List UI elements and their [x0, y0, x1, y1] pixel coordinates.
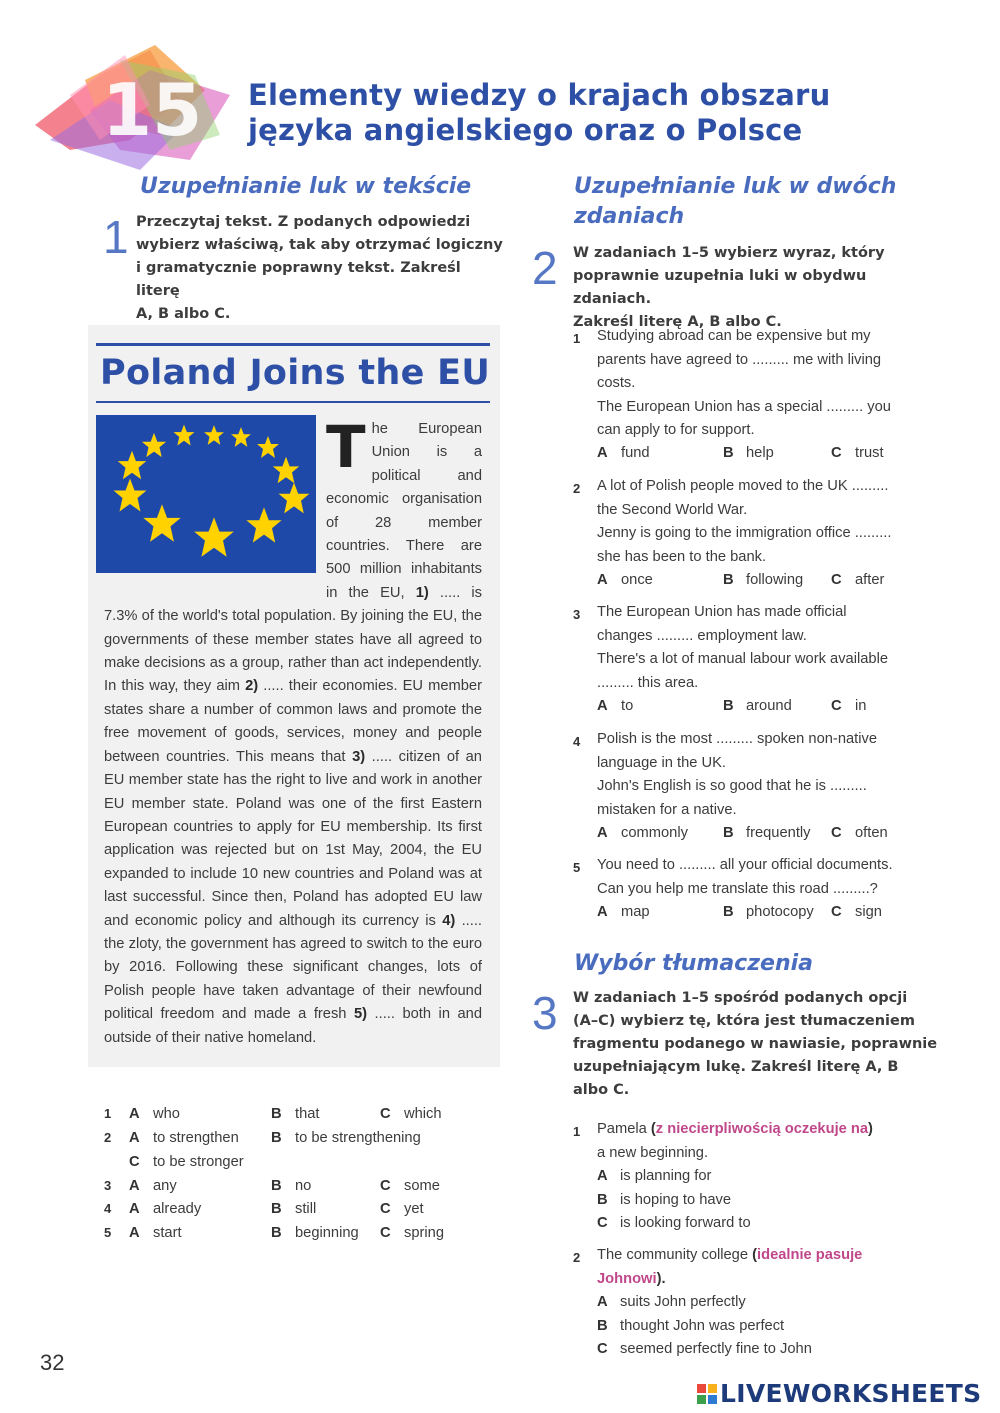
- instruction-line: poprawnie uzupełnia luki w obydwu zdaniach.: [573, 268, 867, 307]
- watermark-text: LIVEWORKSHEETS: [720, 1379, 982, 1408]
- option-b-text[interactable]: to be strengthening: [295, 1130, 421, 1146]
- option-c-text[interactable]: after: [855, 572, 885, 588]
- gap-4-marker: 4): [442, 912, 456, 929]
- option-letter-b[interactable]: B: [723, 572, 734, 588]
- polish-fragment: Johnowi: [597, 1270, 657, 1287]
- item-line: ......... this area.: [597, 674, 699, 691]
- instruction-line: W zadaniach 1–5 spośród podanych opcji: [573, 990, 908, 1006]
- instruction-line: W zadaniach 1–5 wybierz wyraz, który: [573, 245, 885, 261]
- item-line: language in the UK.: [597, 754, 727, 771]
- option-b-text[interactable]: that: [295, 1106, 320, 1122]
- item-line: John's English is so good that he is .........: [597, 778, 867, 794]
- task3-instruction: [573, 987, 953, 1102]
- task1-instruction: [136, 211, 506, 326]
- option-a-text[interactable]: map: [621, 904, 650, 920]
- item-line: mistaken for a native.: [597, 801, 737, 818]
- option-a-text[interactable]: suits John perfectly: [620, 1294, 746, 1310]
- option-letter-b[interactable]: B: [271, 1130, 282, 1146]
- option-b-text[interactable]: is hoping to have: [620, 1191, 732, 1208]
- polish-fragment: z niecierpliwością oczekuje na: [655, 1121, 869, 1137]
- option-b-text[interactable]: no: [295, 1178, 312, 1194]
- instruction-line: albo C.: [573, 1082, 630, 1098]
- option-c-text[interactable]: in: [855, 698, 867, 714]
- option-b-text[interactable]: following: [746, 572, 804, 588]
- item-line: A lot of Polish people moved to the UK .........: [597, 478, 889, 494]
- item-line: changes ......... employment law.: [597, 627, 807, 644]
- option-letter-c[interactable]: C: [380, 1178, 391, 1194]
- option-letter-c[interactable]: C: [831, 572, 842, 588]
- option-letter-a[interactable]: A: [597, 825, 608, 841]
- chapter-title-line1: Elementy wiedzy o krajach obszaru: [248, 78, 831, 112]
- option-c-text[interactable]: is looking forward to: [620, 1215, 751, 1231]
- option-number: 5: [104, 1225, 112, 1240]
- option-c-text[interactable]: yet: [404, 1201, 424, 1217]
- item-line: she has been to the bank.: [597, 548, 767, 565]
- task2-instruction: [573, 242, 943, 334]
- item-line: Jenny is going to the immigration office .........: [597, 525, 892, 541]
- task1-number: 1: [103, 211, 129, 263]
- option-letter-a[interactable]: A: [597, 698, 608, 714]
- bracket: (: [752, 1247, 758, 1263]
- option-c-text[interactable]: trust: [855, 445, 884, 461]
- drop-cap: T: [326, 413, 366, 481]
- polish-fragment: idealnie pasuje: [757, 1247, 863, 1263]
- liveworksheets-logo-icon: [697, 1381, 717, 1401]
- text-segment: ..... their economies. EU member states share a number of common laws and promote the free movement of goods, services, money and people between countries. This means that: [104, 678, 482, 765]
- option-a-text[interactable]: to: [621, 698, 634, 714]
- item-number: 1: [573, 331, 581, 346]
- item-number: 1: [573, 1124, 581, 1139]
- instruction-line: fragmentu podanego w nawiasie, poprawnie: [573, 1036, 938, 1052]
- option-a-text[interactable]: commonly: [621, 825, 688, 841]
- option-number: 2: [104, 1130, 112, 1145]
- option-c-text[interactable]: some: [404, 1178, 440, 1194]
- task2-items: [573, 325, 953, 925]
- option-letter-c[interactable]: C: [597, 1215, 608, 1231]
- item-number: 5: [573, 860, 581, 875]
- task1-options: [104, 1103, 504, 1253]
- option-a-text[interactable]: fund: [621, 445, 650, 461]
- option-c-text[interactable]: sign: [855, 904, 882, 920]
- option-letter-a[interactable]: A: [597, 904, 608, 920]
- gap-1-marker: 1): [415, 584, 429, 601]
- item-number: 4: [573, 734, 581, 749]
- text-segment: ..... both in and outside of their native homeland.: [104, 1006, 483, 1046]
- option-b-text[interactable]: thought John was perfect: [620, 1317, 785, 1334]
- item-line: parents have agreed to ......... me with living: [597, 351, 882, 368]
- item-line: [597, 1268, 666, 1292]
- option-letter-c[interactable]: C: [380, 1106, 391, 1122]
- bracket: (: [650, 1121, 656, 1137]
- instruction-line: wybierz właściwą, tak aby otrzymać logiczny: [136, 237, 503, 253]
- chapter-title: [248, 78, 888, 148]
- option-letter-a[interactable]: A: [129, 1130, 140, 1146]
- item-text: The community college: [597, 1247, 753, 1263]
- option-b-text[interactable]: frequently: [746, 825, 811, 841]
- item-line: a new beginning.: [597, 1144, 709, 1161]
- option-a-text[interactable]: once: [621, 572, 653, 588]
- item-line: You need to ......... all your official documents.: [597, 857, 893, 873]
- option-number: 3: [104, 1178, 112, 1193]
- option-letter-b[interactable]: B: [271, 1106, 282, 1122]
- option-letter-c[interactable]: C: [380, 1225, 391, 1241]
- task3-section-title: Wybór tłumaczenia: [574, 951, 813, 976]
- item-line: Studying abroad can be expensive but my: [597, 328, 871, 344]
- option-letter-c[interactable]: C: [380, 1201, 391, 1217]
- instruction-line: Zakreśl literę A, B albo C.: [573, 314, 782, 330]
- section-title-line: Uzupełnianie luk w dwóch: [574, 174, 897, 199]
- chapter-logo: [30, 40, 245, 175]
- option-c-text[interactable]: often: [855, 825, 888, 841]
- option-letter-a[interactable]: A: [597, 445, 608, 461]
- option-b-text[interactable]: beginning: [295, 1225, 359, 1241]
- option-letter-b[interactable]: B: [271, 1225, 282, 1241]
- reading-text-body: [104, 413, 483, 1050]
- item-line: Can you help me translate this road .........?: [597, 880, 878, 897]
- option-letter-b[interactable]: B: [271, 1201, 282, 1217]
- option-letter-b[interactable]: B: [271, 1178, 282, 1194]
- instruction-line: Przeczytaj tekst. Z podanych odpowiedzi: [136, 214, 471, 230]
- option-b-text[interactable]: photocopy: [746, 904, 814, 920]
- item-line: [597, 1244, 862, 1268]
- page-number: 32: [40, 1350, 65, 1375]
- option-letter-b[interactable]: B: [723, 825, 734, 841]
- text-segment: he European Union is a political and economic organisation of 28 member countries. There are 500 million inhabitants in the EU,: [326, 421, 482, 601]
- gap-2-marker: 2): [245, 678, 259, 695]
- option-letter-b[interactable]: B: [597, 1317, 608, 1334]
- option-letter-a[interactable]: A: [129, 1106, 140, 1122]
- section-title-line: zdaniach: [574, 204, 685, 229]
- item-line: the Second World War.: [597, 501, 748, 518]
- bracket: ).: [656, 1270, 666, 1287]
- option-number: 1: [104, 1106, 112, 1121]
- reading-text-title: Poland Joins the EU: [100, 353, 491, 393]
- flag-spacer: [104, 418, 326, 584]
- task1-section-title: Uzupełnianie luk w tekście: [140, 174, 472, 199]
- title-rule: [96, 343, 490, 346]
- item-line: [597, 1118, 873, 1142]
- item-line: Polish is the most ......... spoken non-native: [597, 731, 878, 747]
- instruction-line: (A–C) wybierz tę, która jest tłumaczeniem: [573, 1013, 915, 1029]
- chapter-number: 15: [102, 68, 203, 152]
- item-number: 2: [573, 1250, 581, 1265]
- option-number: 4: [104, 1201, 112, 1216]
- option-b-text[interactable]: around: [746, 698, 792, 714]
- task2-number: 2: [532, 242, 558, 294]
- option-c-text[interactable]: which: [404, 1106, 442, 1122]
- task3-number: 3: [532, 987, 558, 1039]
- option-b-text[interactable]: still: [295, 1201, 317, 1217]
- option-c-text[interactable]: seemed perfectly fine to John: [620, 1341, 812, 1357]
- option-letter-c[interactable]: C: [831, 825, 842, 841]
- instruction-line: A, B albo C.: [136, 306, 231, 322]
- gap-5-marker: 5): [353, 1006, 368, 1023]
- option-letter-a[interactable]: A: [129, 1225, 140, 1241]
- item-line: The European Union has a special ......... you: [597, 398, 891, 415]
- option-b-text[interactable]: help: [746, 445, 774, 461]
- option-letter-a[interactable]: A: [129, 1178, 140, 1194]
- text-segment: ..... is 7.3% of the world's total population. By joining the EU, the governments of these member states have all agreed to make decisions as a group, rather than act independently. In this way, they aim: [104, 584, 483, 695]
- text-segment: ..... citizen of an EU member state has the right to live and work in another EU member state. Poland was one of the first Eastern European countries to apply for EU membership. Its first application was rejected but on 1st May, 2004, the EU expanded to include 10 new countries and Poland was at last successful. Since then, Poland has adopted EU law and economic policy and although its currency is: [104, 748, 482, 929]
- option-letter-b[interactable]: B: [723, 698, 734, 714]
- bracket: ): [868, 1121, 873, 1137]
- option-a-text[interactable]: start: [153, 1225, 182, 1241]
- option-c-text[interactable]: spring: [404, 1225, 445, 1241]
- item-line: There's a lot of manual labour work available: [597, 651, 888, 667]
- option-letter-a[interactable]: A: [129, 1201, 140, 1217]
- instruction-line: uzupełniającym lukę. Zakreśl literę A, B: [573, 1059, 899, 1075]
- task2-section-title: [574, 172, 904, 232]
- option-a-text[interactable]: to strengthen: [153, 1130, 239, 1146]
- option-letter-b[interactable]: B: [723, 904, 734, 920]
- text-segment: ..... the zloty, the government has agreed to switch to the euro by 2016. Following these significant changes, lots of Polish people have taken advantage of their newfound political freedom and made a fresh: [104, 912, 483, 1023]
- item-line: costs.: [597, 375, 636, 391]
- option-letter-a[interactable]: A: [597, 1294, 608, 1310]
- chapter-title-line2: języka angielskiego oraz o Polsce: [248, 113, 803, 147]
- option-letter-c[interactable]: C: [597, 1341, 608, 1357]
- option-letter-c[interactable]: C: [129, 1154, 140, 1170]
- title-rule: [96, 401, 490, 403]
- option-letter-c[interactable]: C: [831, 445, 842, 461]
- option-letter-c[interactable]: C: [831, 698, 842, 714]
- option-letter-b[interactable]: B: [723, 445, 734, 461]
- option-a-text[interactable]: any: [153, 1178, 177, 1194]
- instruction-line: i gramatycznie poprawny tekst. Zakreśl literę: [136, 260, 461, 299]
- task3-items: [573, 1118, 953, 1368]
- option-letter-a[interactable]: A: [597, 572, 608, 588]
- gap-3-marker: 3): [352, 748, 366, 765]
- item-line: The European Union has made official: [597, 604, 847, 620]
- liveworksheets-watermark[interactable]: [697, 1379, 981, 1408]
- option-letter-b[interactable]: B: [597, 1191, 608, 1208]
- item-number: 3: [573, 607, 581, 622]
- option-letter-a[interactable]: A: [597, 1168, 608, 1184]
- option-c-text[interactable]: to be stronger: [153, 1154, 244, 1170]
- item-line: can apply to for support.: [597, 422, 755, 438]
- option-a-text[interactable]: is planning for: [620, 1168, 712, 1184]
- item-number: 2: [573, 481, 581, 496]
- option-a-text[interactable]: already: [153, 1201, 202, 1217]
- option-letter-c[interactable]: C: [831, 904, 842, 920]
- item-text: Pamela: [597, 1121, 651, 1137]
- option-a-text[interactable]: who: [153, 1106, 180, 1122]
